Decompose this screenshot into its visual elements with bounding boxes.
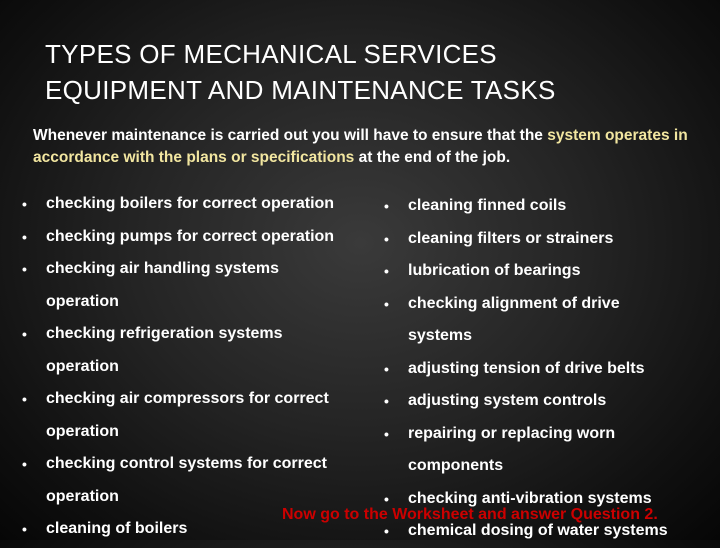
title-line-2: EQUIPMENT AND MAINTENANCE TASKS	[45, 75, 556, 105]
list-item-text: checking air compressors for correct	[46, 390, 329, 407]
bullet-icon: •	[22, 456, 27, 472]
list-item-text: checking air handling systems	[46, 260, 279, 277]
list-item-text: checking pumps for correct operation	[46, 227, 335, 245]
bullet-icon: •	[384, 393, 389, 409]
list-item-text: components	[408, 457, 504, 474]
list-item-text: systems	[408, 327, 473, 344]
list-item-continuation	[22, 286, 382, 319]
bullet-icon: •	[22, 196, 27, 212]
slide-title	[45, 36, 695, 108]
bullet-icon: •	[384, 230, 389, 247]
list-item	[384, 288, 714, 321]
intro-text-1: Whenever maintenance is carried out you will have to ensure that the	[33, 127, 548, 144]
list-item	[384, 190, 714, 223]
list-item-continuation	[384, 450, 714, 483]
bullet-icon: •	[384, 295, 389, 312]
list-item	[22, 188, 382, 221]
intro-highlight-specifications: operates in accordance with the plans or specifications	[33, 127, 688, 166]
bullet-icon: •	[384, 360, 389, 377]
bullet-icon: •	[384, 198, 389, 214]
list-item	[384, 353, 714, 386]
list-item-text: adjusting tension of drive belts	[408, 359, 645, 377]
intro-text-3: at the end of the job.	[354, 149, 511, 166]
list-item-text: checking alignment of drive	[408, 294, 620, 312]
list-item-text: repairing or replacing worn	[408, 424, 616, 442]
list-item-continuation	[384, 320, 714, 353]
bullet-icon: •	[22, 326, 27, 342]
list-item	[22, 221, 382, 254]
list-item-text: chemical dosing of water systems	[408, 522, 668, 539]
list-item-text: cleaning finned coils	[408, 197, 567, 214]
right-task-list	[384, 188, 714, 546]
list-item-text: adjusting system controls	[408, 392, 607, 409]
list-item-text: lubrication of bearings	[408, 262, 581, 279]
list-item	[22, 253, 382, 286]
left-task-list	[22, 188, 382, 546]
intro-highlight-system: system	[547, 127, 601, 144]
list-item-text: checking boilers for correct operation	[46, 195, 335, 212]
list-item	[22, 318, 382, 351]
list-item-continuation	[22, 351, 382, 384]
intro-paragraph	[33, 125, 703, 169]
list-item-text: checking refrigeration systems	[46, 325, 283, 342]
list-item-text: checking control systems for correct	[46, 455, 327, 472]
bullet-icon: •	[22, 261, 27, 277]
title-line-1: TYPES OF MECHANICAL SERVICES	[45, 39, 497, 69]
worksheet-callout: Now go to the Worksheet and answer Question 2.	[282, 506, 658, 523]
list-item	[384, 223, 714, 256]
list-item-text: cleaning filters or strainers	[408, 229, 614, 247]
list-item-text: operation	[46, 357, 119, 375]
bullet-icon: •	[384, 263, 389, 279]
list-item-text: operation	[46, 422, 119, 440]
list-item-text: cleaning of boilers	[46, 520, 188, 537]
bullet-icon: •	[384, 490, 389, 507]
list-item-text: checking anti-vibration systems	[408, 489, 652, 507]
bullet-icon: •	[22, 521, 27, 537]
list-item	[384, 418, 714, 451]
bullet-icon: •	[384, 523, 389, 539]
bullet-icon: •	[384, 425, 389, 442]
list-item	[22, 448, 382, 481]
list-item-text: operation	[46, 292, 119, 310]
list-item	[384, 255, 714, 288]
list-item	[384, 385, 714, 418]
list-item-continuation	[22, 416, 382, 449]
bullet-icon: •	[22, 391, 27, 407]
list-item	[22, 383, 382, 416]
bullet-icon: •	[22, 228, 27, 245]
list-item-text: operation	[46, 487, 119, 505]
